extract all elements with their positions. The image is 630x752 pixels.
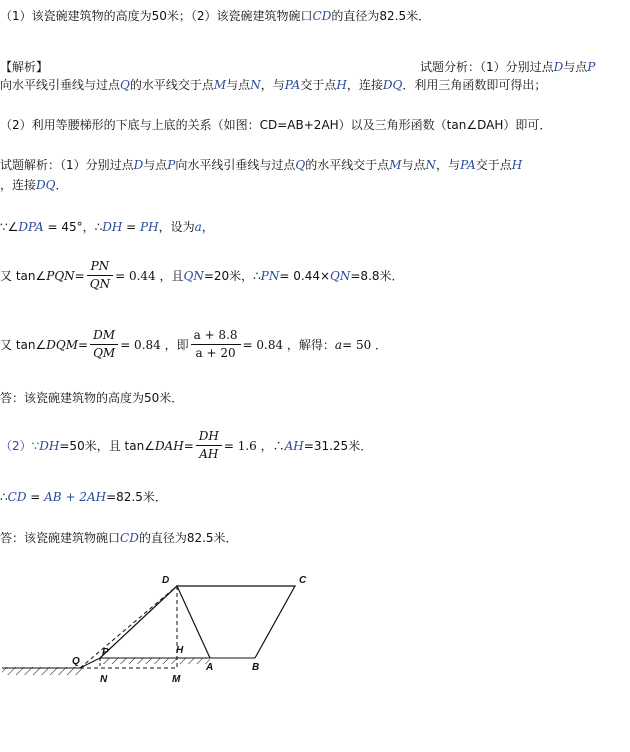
answer-summary-line	[0, 8, 430, 24]
fraction-dm-qm: $\frac{DM}{QM}$	[90, 327, 118, 362]
label-c: C	[299, 575, 307, 586]
label-h: H	[176, 645, 184, 656]
label-m: M	[172, 674, 181, 685]
segment-pd	[100, 586, 177, 658]
ground-hatch-right	[100, 658, 210, 664]
solution-line-1: 试题解析：（1）分别过点D与点P向水平线引垂线与过点Q的水平线交于点M与点N，与PA交于点H	[0, 158, 523, 172]
segment-qd	[80, 586, 177, 668]
analysis-tag: 【解析】	[0, 60, 49, 74]
label-a: A	[206, 662, 214, 673]
slope-line	[80, 658, 100, 668]
geometry-diagram	[0, 572, 330, 737]
analysis-line-3: （2）利用等腰梯形的下底与上底的关系（如图：CD=AB+2AH）以及三角形函数（tan∠DAH）即可．	[0, 118, 552, 132]
analysis-line-2: 向水平线引垂线与过点Q的水平线交于点M与点N，与PA交于点H，连接DQ．利用三角函数即可得出；	[0, 78, 547, 92]
label-n: N	[100, 674, 108, 685]
analysis-intro: 试题分析：（1）分别过点D与点P	[420, 60, 596, 74]
answer-summary-text-2: 的直径为82.5米．	[331, 9, 431, 23]
var-cd: CD	[312, 9, 332, 23]
fraction-a-expr: $\frac{a + 8.8}{a + 20}$	[191, 327, 241, 362]
fraction-dh-ah: $\frac{DH}{AH}$	[196, 428, 222, 463]
label-p: P	[102, 647, 109, 658]
step-1: ∵∠DPA = 45°，∴DH = PH，设为a，	[0, 220, 214, 234]
label-q: Q	[72, 656, 80, 667]
cd-result: ∴CD = AB + 2AH=82.5米．	[0, 490, 167, 504]
answer-summary-text: （1）该瓷碗建筑物的高度为50米；（2）该瓷碗建筑物碗口	[0, 9, 313, 23]
solution-line-2: ，连接DQ．	[0, 178, 68, 192]
label-d: D	[162, 575, 170, 586]
step-2: 又 tan∠PQN= $\frac{PN}{QN}$ = 0.44 ，且QN=20米，∴PN= 0.44×QN=8.8米．	[0, 259, 404, 291]
label-b: B	[252, 662, 260, 673]
answer-2: 答：该瓷碗建筑物碗口CD的直径为82.5米．	[0, 531, 238, 545]
trapezoid	[177, 586, 295, 658]
part-2: （2）∵DH=50米，且 tan∠DAH= $\frac{DH}{AH}$ = 1.6 ，∴AH=31.25米．	[0, 429, 373, 461]
fraction-pn-qn: $\frac{PN}{QN}$	[87, 258, 113, 293]
step-3: 又 tan∠DQM= $\frac{DM}{QM}$ = 0.84 ，即 $\frac{a + 8.8}{a + 20}$ = 0.84 ，解得：a= 50 ．	[0, 328, 388, 360]
answer-1: 答：该瓷碗建筑物的高度为50米．	[0, 391, 184, 405]
